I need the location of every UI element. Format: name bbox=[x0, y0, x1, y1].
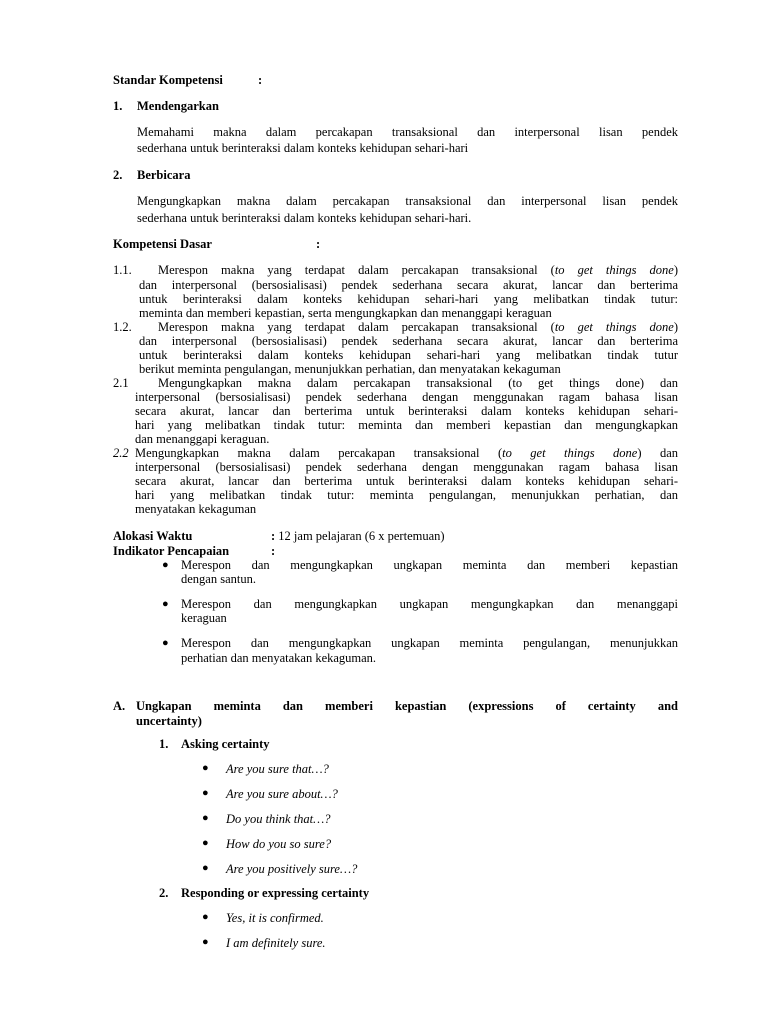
indikator-3-line-2: perhatian dan menyatakan kekaguman. bbox=[181, 651, 377, 665]
indikator-pencapaian-label: Indikator Pencapaian bbox=[113, 544, 230, 558]
bullet-icon: ● bbox=[202, 812, 209, 824]
section-1-title: Mendengarkan bbox=[137, 99, 219, 113]
responding-item-1: Yes, it is confirmed. bbox=[226, 911, 324, 925]
section-1-line-2: sederhana untuk berinteraksi dalam konteks kehidupan sehari-hari bbox=[137, 141, 469, 155]
section-2-title: Berbicara bbox=[137, 168, 191, 182]
subsection-2-number: 2. bbox=[159, 886, 169, 900]
asking-item-4: How do you so sure? bbox=[226, 837, 332, 851]
subsection-2-title: Responding or expressing certainty bbox=[181, 886, 370, 900]
kd-2-2-number: 2.2 bbox=[113, 446, 129, 460]
kd-1-2-line-2: dan interpersonal (bersosialisasi) pendek sederhana secara akurat, lancar dan berterima bbox=[139, 334, 678, 348]
responding-item-2: I am definitely sure. bbox=[226, 936, 326, 950]
alokasi-waktu-label: Alokasi Waktu bbox=[113, 529, 193, 543]
subsection-1-number: 1. bbox=[159, 737, 169, 751]
section-2-number: 2. bbox=[113, 168, 123, 182]
bullet-icon: ● bbox=[162, 598, 169, 610]
kd-2-2-line-2: interpersonal (bersosialisasi) pendek sederhana dengan menggunakan ragam bahasa lisan bbox=[135, 460, 678, 474]
indikator-2-line-1: Merespon dan mengungkapkan ungkapan mengungkapkan dan menanggapi bbox=[181, 597, 678, 611]
bullet-icon: ● bbox=[162, 637, 169, 649]
bullet-icon: ● bbox=[202, 837, 209, 849]
kd-1-1-line-1: Merespon makna yang terdapat dalam percakapan transaksional (to get things done) bbox=[158, 263, 679, 277]
indikator-2-line-2: keraguan bbox=[181, 611, 227, 625]
section-1-line-1: Memahami makna dalam percakapan transaksional dan interpersonal lisan pendek bbox=[137, 125, 678, 139]
kd-2-1-line-2: interpersonal (bersosialisasi) pendek sederhana dengan menggunakan ragam bahasa lisan bbox=[135, 390, 678, 404]
bullet-icon: ● bbox=[202, 762, 209, 774]
kd-2-1-number: 2.1 bbox=[113, 376, 129, 390]
section-2-line-2: sederhana untuk berinteraksi dalam konteks kehidupan sehari-hari. bbox=[137, 211, 472, 225]
indikator-1-line-2: dengan santun. bbox=[181, 572, 256, 586]
section-a-number: A. bbox=[113, 699, 126, 713]
section-1-number: 1. bbox=[113, 99, 123, 113]
kd-2-1-line-4: hari yang melibatkan tindak tutur: meminta dan memberi kepastian dan mengungkapkan bbox=[135, 418, 678, 432]
indikator-1-line-1: Merespon dan mengungkapkan ungkapan meminta dan memberi kepastian bbox=[181, 558, 678, 572]
kd-2-1-line-1: Mengungkapkan makna dalam percakapan transaksional (to get things done) dan bbox=[158, 376, 678, 390]
kd-2-2-line-1: Mengungkapkan makna dalam percakapan transaksional (to get things done) dan bbox=[135, 446, 679, 460]
asking-item-3: Do you think that…? bbox=[226, 812, 331, 826]
subsection-1-title: Asking certainty bbox=[181, 737, 270, 751]
kd-1-2-line-3: untuk berinteraksi dalam konteks kehidupan sehari-hari yang melibatkan tindak tutur bbox=[139, 348, 678, 362]
indikator-pencapaian-colon: : bbox=[271, 544, 276, 558]
kd-1-2-line-4: berikut meminta pengulangan, menunjukkan perhatian, dan menyatakan kekaguman bbox=[139, 362, 561, 376]
kd-1-2-number: 1.2. bbox=[113, 320, 132, 334]
kd-1-1-number: 1.1. bbox=[113, 263, 132, 277]
section-a-title-line-1: Ungkapan meminta dan memberi kepastian (expressions of certainty and bbox=[136, 699, 678, 713]
kd-2-2-line-3: secara akurat, lancar dan berterima untuk berinteraksi dalam konteks kehidupan sehari- bbox=[135, 474, 678, 488]
kd-2-2-line-5: menyatakan kekaguman bbox=[135, 502, 257, 516]
kd-1-2-line-1: Merespon makna yang terdapat dalam percakapan transaksional (to get things done) bbox=[158, 320, 679, 334]
standar-kompetensi-colon: : bbox=[258, 73, 263, 87]
kd-1-1-line-2: dan interpersonal (bersosialisasi) pendek sederhana secara akurat, lancar dan berterima bbox=[139, 278, 678, 292]
bullet-icon: ● bbox=[202, 911, 209, 923]
bullet-icon: ● bbox=[162, 559, 169, 571]
section-a-title-line-2: uncertainty) bbox=[136, 714, 202, 728]
asking-item-5: Are you positively sure…? bbox=[226, 862, 358, 876]
bullet-icon: ● bbox=[202, 787, 209, 799]
section-2-line-1: Mengungkapkan makna dalam percakapan transaksional dan interpersonal lisan pendek bbox=[137, 194, 678, 208]
bullet-icon: ● bbox=[202, 936, 209, 948]
asking-item-2: Are you sure about…? bbox=[226, 787, 338, 801]
kompetensi-dasar-label: Kompetensi Dasar bbox=[113, 237, 212, 251]
bullet-icon: ● bbox=[202, 862, 209, 874]
asking-item-1: Are you sure that…? bbox=[226, 762, 329, 776]
alokasi-waktu-value: : 12 jam pelajaran (6 x pertemuan) bbox=[271, 529, 445, 543]
kd-2-1-line-3: secara akurat, lancar dan berterima untuk berinteraksi dalam konteks kehidupan sehari- bbox=[135, 404, 678, 418]
kd-1-1-line-4: meminta dan memberi kepastian, serta mengungkapkan dan menanggapi keraguan bbox=[139, 306, 552, 320]
kd-1-1-line-3: untuk berinteraksi dalam konteks kehidupan sehari-hari yang melibatkan tindak tutur: bbox=[139, 292, 678, 306]
kd-2-2-line-4: hari yang melibatkan tindak tutur: meminta pengulangan, menunjukkan perhatian, dan bbox=[135, 488, 678, 502]
kompetensi-dasar-colon: : bbox=[316, 237, 321, 251]
kd-2-1-line-5: dan menanggapi keraguan. bbox=[135, 432, 270, 446]
indikator-3-line-1: Merespon dan mengungkapkan ungkapan meminta pengulangan, menunjukkan bbox=[181, 636, 678, 650]
standar-kompetensi-label: Standar Kompetensi bbox=[113, 73, 223, 87]
